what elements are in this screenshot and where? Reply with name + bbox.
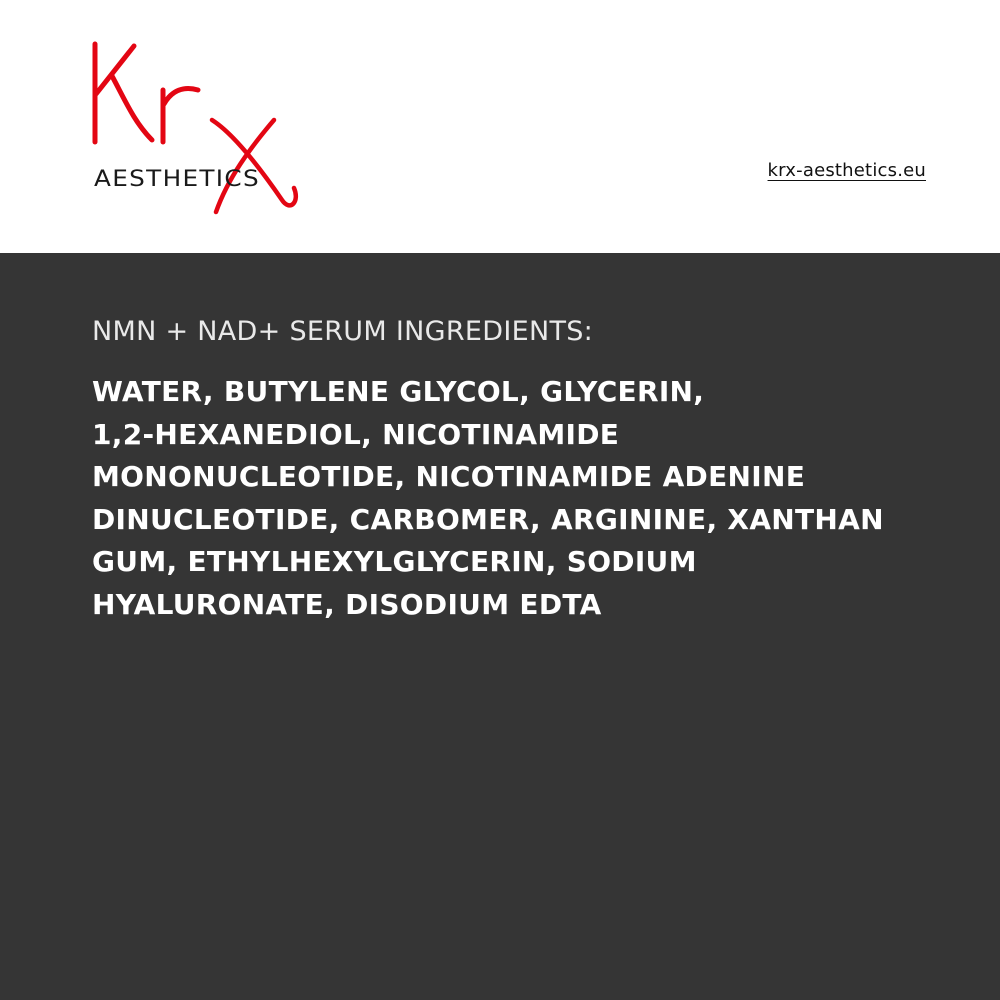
ingredients-line: MONONUCLEOTIDE, NICOTINAMIDE ADENINE bbox=[92, 460, 806, 493]
ingredients-list bbox=[92, 371, 922, 626]
ingredients-panel bbox=[0, 253, 1000, 1000]
website-link[interactable]: krx-aesthetics.eu bbox=[767, 160, 926, 181]
krx-aesthetics-logo bbox=[88, 40, 308, 220]
logo-letter-k bbox=[95, 44, 152, 142]
ingredients-line: 1,2-HEXANEDIOL, NICOTINAMIDE bbox=[92, 417, 620, 451]
header bbox=[0, 0, 1000, 253]
ingredients-line: WATER, BUTYLENE GLYCOL, GLYCERIN, bbox=[92, 375, 705, 408]
logo-graphic bbox=[88, 40, 308, 220]
ingredients-line: HYALURONATE, DISODIUM EDTA bbox=[92, 587, 602, 621]
logo-letter-r bbox=[163, 89, 198, 142]
ingredients-line: DINUCLEOTIDE, CARBOMER, ARGININE, XANTHAN bbox=[92, 502, 884, 536]
ingredients-heading: NMN + NAD+ SERUM INGREDIENTS: bbox=[92, 316, 594, 347]
logo-sub-text: AESTHETICS bbox=[94, 166, 260, 192]
ingredients-line: GUM, ETHYLHEXYLGLYCERIN, SODIUM bbox=[92, 545, 697, 578]
